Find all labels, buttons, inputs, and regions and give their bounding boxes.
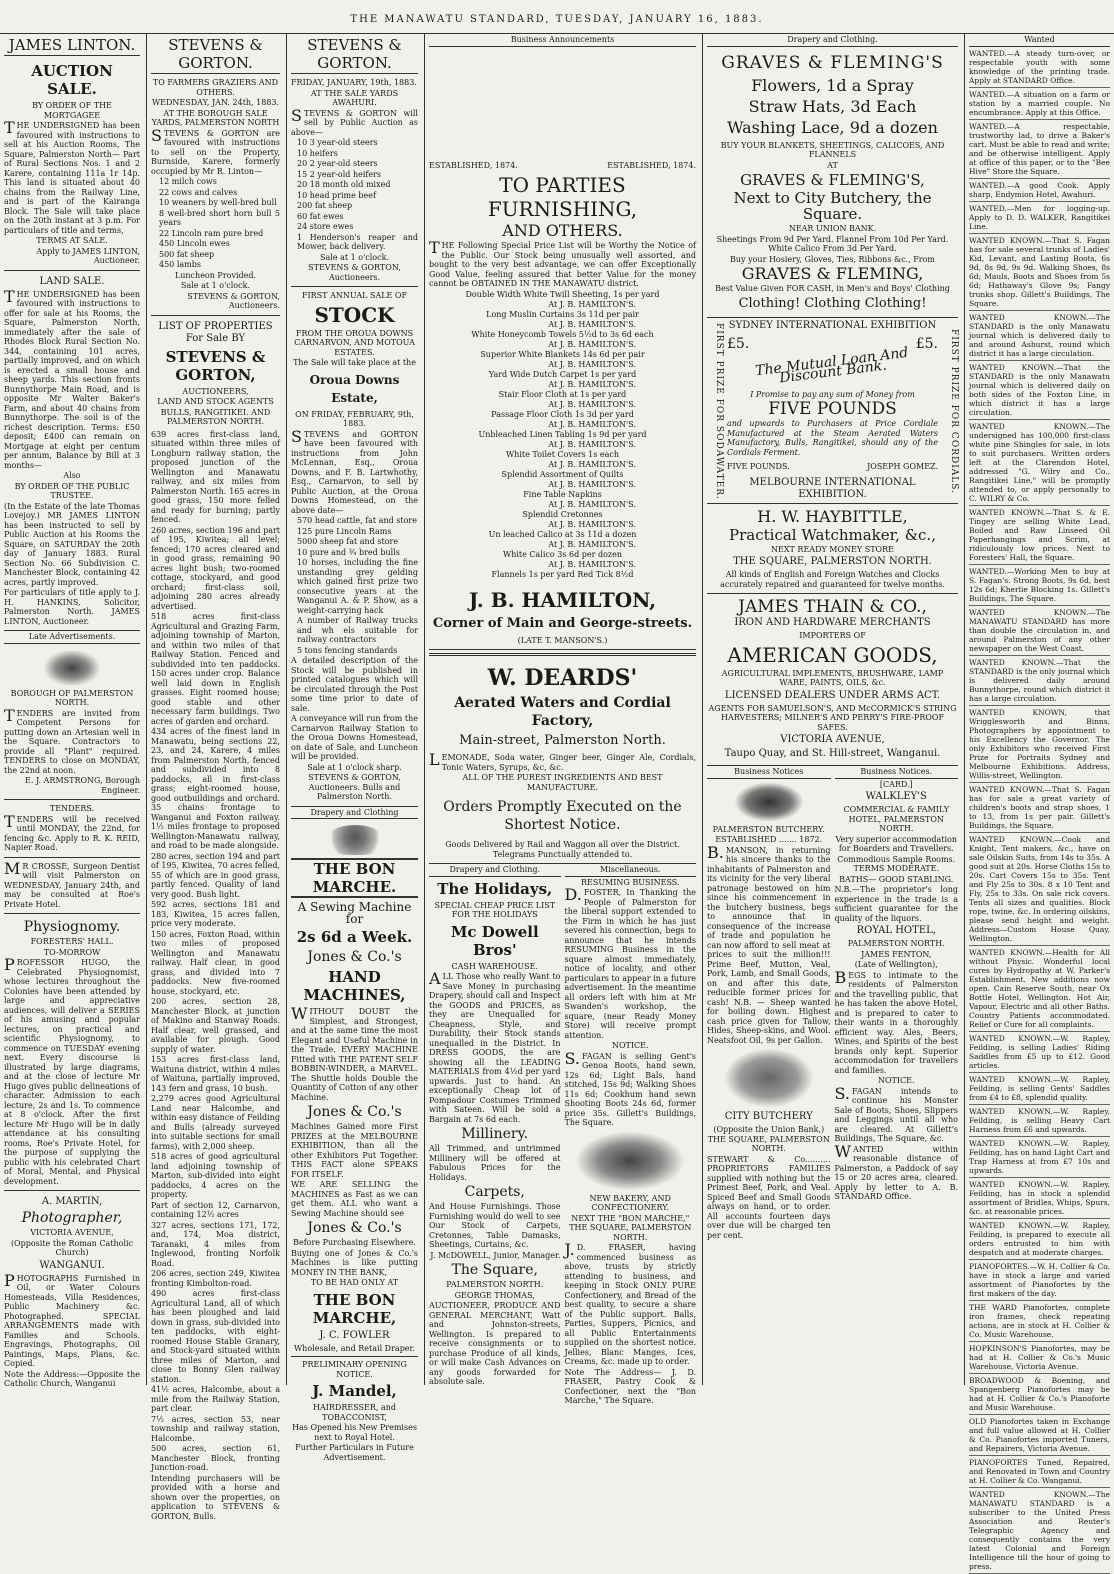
at: AT	[827, 160, 838, 170]
sale-body: STEVENS & GORTON will sell by Public Auction as above—	[291, 105, 418, 137]
next-to: Next to City Butchery, the Square.	[733, 189, 932, 223]
list-item: 570 head cattle, fat and store	[297, 516, 417, 525]
list-item: 10 horses, including the fine unstanding grey gelding which gained first prize two consecutive years at the Wanganui A. & P. Show, as a weight-carrying hack	[297, 558, 418, 615]
graves-title: GRAVES & FLEMING'S	[721, 52, 944, 73]
wanted-item: WANTED KNOWN.—Cook and Knight, Tent makers, &c., have on sale Oilskin Suits, from 14s to 35s. A good suit at 20s. Horse Cloths 15s to 20s. Cart Covers 15s to 35s. Tent and Fly 25s to 30s. 8 x 10 Tent and Fly, 25s to 33s. On sale rick covers. Tents all sizes and qualities. Block rope, twine, &c. In ordering oilskins, please send height and weight. Address—Custom House Quay, Wellington.	[969, 833, 1110, 946]
wanted-item: WANTED.—Working Men to buy at S. Fagan's. Strong Boots, 9s 6d, best 12s 6d; Kherlie Blocking 1s. Gillett's Buildings, The Square.	[969, 565, 1110, 606]
resuming: RESUMING BUSINESS.	[580, 877, 680, 887]
at-yards: AT THE BOROUGH SALE YARDS, PALMERSTON NORTH	[151, 108, 280, 127]
borough-sign: E. J. ARMSTRONG, Borough Engineer.	[25, 776, 140, 795]
wanted-item: WANTED KNOWN, that Wrigglesworth and Binns, Photographers by appointment to his Excellency the Governor. The only Exhibitors who received First Prize for Portraits Sydney and Melbourne Exhibitions. Address, Willis-street, Wellington.	[969, 706, 1110, 783]
jones-title-2: Jones & Co.'s	[307, 1104, 402, 1120]
and-others: AND OTHERS.	[502, 221, 623, 240]
main-street: Main-street, Palmerston North.	[459, 733, 666, 748]
price-line: White Toilet Covers 1s each At J. B. HAMILTON'S.	[505, 449, 636, 469]
drapery-section: Drapery and Clothing	[291, 807, 418, 820]
list-item: 22 cows and calves	[159, 187, 238, 197]
property-item: 206 acres, section 249, Kiwitea fronting Kimbolton-road.	[151, 1269, 280, 1288]
thain: JAMES THAIN & CO.,	[738, 597, 927, 617]
sewing: A Sewing Machine for	[297, 900, 412, 926]
sale-body-2: STEVENS and GORTON have been favoured with instructions from John McLennan, Esq., Oroua Downs, and F. B. Lartwhothy, Esq., Carnarvon, to sell by Public Auction, at the Oroua Downs Homestead, on the above date—	[291, 426, 418, 515]
butchery-body: B.MANSON, in returning his sincere thanks to the inhabitants of Palmerston and its vicinity for the very liberal patronage bestowed on him since his commencement in the butchery business, begs to announce that in consequence of the increase of trade and population he can now afford to sell meat at prices to suit the million!!! Prime Beef, Mutton, Veal, Pork, Lamb, and Small Goods, on and after this date, reducible former prices for cash! N.B. — Sheep wanted for boiling down. Highest cash price given for Tallow, Hides, Sheep-skins, and Wool. Neatsfoot Oil, 9s per Gallon.	[707, 842, 831, 1045]
graves-2: GRAVES & FLEMING'S,	[740, 171, 925, 189]
royal-hotel: ROYAL HOTEL,	[856, 925, 936, 936]
fraser-body: J.D. FRASER, having commenced business as above, trusts by strictly attending to business, and keeping in Stock ONLY PURE Confectionery, and Bread of the best quality, to secure a share of the Public support. Balls, Parties, Suppers, Picnics, and all Public Entertainments supplied on the shortest notice. Jellies, Blanc Manges, Ices, Creams, &c. made up to order.	[564, 1240, 696, 1366]
aerated: Aerated Waters and Cordial Factory,	[454, 695, 671, 729]
buy-blankets: BUY YOUR BLANKETS, SHEETINGS, CALICOES, AND FLANNELS	[720, 140, 945, 159]
price-line: Long Muslin Curtains 3s 11d per pair At J. B. HAMILTON'S.	[486, 309, 639, 329]
mutual-bank: The Mutual Loan And Discount Bank.	[753, 344, 909, 386]
price-line: Un leached Calico at 3s 11d a dozen At J. B. HAMILTON'S.	[488, 529, 637, 549]
business-notices	[707, 766, 958, 1241]
next-ready: NEXT READY MONEY STORE	[771, 544, 894, 554]
column-header: JAMES LINTON.	[4, 34, 140, 56]
taupo-quay: Taupo Quay, and St. Hill-street, Wanganui.	[724, 748, 941, 759]
column-wanted	[964, 34, 1114, 1571]
hand-machines: HAND MACHINES,	[303, 968, 406, 1004]
had-only: TO BE HAD ONLY AT	[310, 1278, 399, 1287]
price-line: Splendid Assortment of Quilts At J. B. HAMILTON'S.	[501, 469, 636, 489]
public-trustee: BY ORDER OF THE PUBLIC TRUSTEE.	[14, 481, 130, 500]
carpets-body: And House Furnishings. Those Furnishing would do well to see Our Stock of Carpets, Cretonnes, Table Damasks, Sheetings, Curtains, &c.	[429, 1202, 561, 1249]
opposite-bank: (Opposite the Union Bank,) THE SQUARE, PALMERSTON NORTH.	[707, 1125, 830, 1153]
wanted-item: WANTED KNOWN.—The undersigned has 100,000 first-class white pine Shingles for sale, in lots to suit purchasers. Written orders left at the Clarendon Hotel, addressed "G. Wilry and Co., Rangitikei Line," will be promptly attended to, or apply personally to C. WILRY & Co.	[969, 420, 1110, 506]
wanted-item: WANTED KNOWN.—The STANDARD is the only Manawatu journal which is delivered daily to and around Ashurst, round which district it has a large circulation.	[969, 311, 1110, 361]
sewing-machine-illustration	[325, 825, 385, 855]
sydney-exhibition: SYDNEY INTERNATIONAL EXHIBITION	[728, 319, 937, 331]
property-item: 150 acres, Foxton Road, within two miles of proposed Wellington and Manawatu railway. Half clear, in good grass, and divided into 7 paddocks. New five-roomed house, stockyard, etc.	[151, 929, 280, 996]
licensed: LICENSED DEALERS UNDER ARMS ACT.	[724, 689, 941, 701]
property-item: 500 acres, section 61, Manchester Block, fronting Junction-road.	[151, 1444, 280, 1472]
wanted-item: THE WARD Pianofortes, complete iron frames, check repeating actions, are in stock at H. Collier & Co. Music Warehouse.	[969, 1301, 1110, 1342]
wanted-item: WANTED.—A steady turn-over, or respectable youth with some knowledge of the printing trade. Apply at STANDARD Office.	[969, 47, 1110, 88]
property-item: 280 acres, section 194 and part of 195, Kiwitea, 70 acres felled, 55 of which are in good grass, partly fenced. Quality of land very good. Bush light.	[151, 851, 280, 899]
agents: AGENTS FOR SAMUELSON'S, AND McCORMICK'S STRING HARVESTERS; MILNER'S AND PERRY'S FIRE-PROOF SAFES.	[708, 703, 957, 732]
list-item: 10 head prime beef	[297, 190, 376, 200]
jones-title: Jones & Co.'s	[307, 949, 402, 965]
fenton: JAMES FENTON,	[861, 949, 932, 959]
property-item: 518 acres of good agricultural land adjoining township of Marton, sub-divided into eight paddocks, 4 acres on the property.	[151, 1152, 280, 1199]
royal-pn: PALMERSTON NORTH.	[847, 939, 945, 948]
land-agents: LAND AND STOCK AGENTS	[157, 397, 274, 406]
fenton-body: BEGS to intimate to the residents of Palmerston and the travelling public, that he has taken the above Hotel, and is prepared to cater to their wants in a thoroughly efficient way. Ales, Beers, Wines, and Spirits of the best brands only kept. Superior accommodation for travellers and families.	[834, 967, 958, 1075]
deards: W. DEARDS'	[487, 665, 638, 691]
before: Before Purchasing Elsewhere.	[293, 1238, 416, 1247]
sign-2: STEVENS & GORTON, Auctioneers. Bulls and Palmerston North.	[308, 773, 401, 801]
at-yards: AT THE SALE YARDS AWAHURI.	[310, 88, 399, 107]
wanted-item: PIANOFORTES Tuned, Repaired, and Renovated in Town and Country at H. Collier & Co. Wanganui.	[969, 1456, 1110, 1488]
victoria-avenue: VICTORIA AVENUE,	[780, 734, 885, 745]
sale-at: Sale at 1 o'clock.	[320, 252, 389, 262]
wanted-item: HOPKINSON'S Pianofortes, may be had at H. Collier & Co.'s Music Warehouse, Victoria Avenue.	[969, 1342, 1110, 1374]
palmerston-north: PALMERSTON NORTH.	[446, 1280, 544, 1289]
haybittle: H. W. HAYBITTLE,	[757, 506, 908, 526]
from-estates: FROM THE OROUA DOWNS CARNARVON, AND MOTOUA ESTATES.	[294, 328, 415, 357]
price-line: Yard Wide Dutch Carpet 1s per yard At J. B. HAMILTON'S.	[488, 369, 637, 389]
wanted-item: WANTED KNOWN.—That S. Fagan has for sale a great variety of children's boots and strap shoes, 1 to 13, from 1s per pair. Gillett's Buildings, the Square.	[969, 783, 1110, 833]
particulars: For particulars of title apply to J. H. HANKINS, Solicitor, Palmerston North. JAMES LINTON, Auctioneer.	[4, 588, 140, 626]
sale-sharp: Sale at 1 o'clock sharp.	[307, 762, 402, 772]
property-item: 639 acres first-class land, situated within three miles of Longburn railway station, the proposed junction of the Wellington and Manawatu railway, and six miles from Palmerston North. 165 acres in good grass, 150 more felled and ready for burning; partly fenced.	[151, 429, 280, 524]
wanted-item: WANTED KNOWN.—Health for All without Physic. Wonderful local cures by Hydropathy at W. Parker's Establishment. New additions now open. Cain Reserve South, near Ox Bottle Hotel, Wellington. Hot Air, Vapour, Electric and all other Baths. Country Patients accommodated. Relief or Cure for all complaints.	[969, 946, 1110, 1032]
physiognomy-body: PROFESSOR HUGO, the Celebrated Physiognomist, whose lectures throughout the Colonies have been attended by large and appreciative audiences, will deliver a SERIES of his amusing and popular lectures, on practical and scientific Physiognomy, to commence on TUESDAY evening next. Every discourse is illustrated by large diagrams, and at the close of lecture Mr Hugo gives public delineations of character. Admission to each lecture, 2s and 1s. To commence at 8 o'clock. After the first lecture Mr Hugo will be in daily attendance at his consulting rooms, Roe's Private Hotel, for the purpose of supplying the public with his celebrated Chart of Moral, Mental, and Physical development.	[4, 955, 140, 1186]
sale-date: FRIDAY, JANUARY, 19th, 1883.	[291, 78, 417, 87]
sale-date: WEDNESDAY, JAN. 24th, 1883.	[151, 98, 280, 107]
list-item: 125 pure Lincoln Rams	[297, 526, 392, 536]
property-item: Part of section 12, Carnarvon, containing 12½ acres	[151, 1200, 280, 1219]
card: [CARD.]	[879, 779, 913, 789]
section-header: Wanted	[969, 34, 1110, 47]
column-header: STEVENS & GORTON.	[151, 34, 280, 74]
hamilton: J. B. HAMILTON,	[468, 587, 657, 612]
watchmaker: Practical Watchmaker, &c.,	[729, 525, 936, 544]
sign: STEVENS & GORTON, Auctioneers.	[187, 291, 280, 310]
carpets: Carpets,	[464, 1184, 525, 1200]
column-stevens-gorton-2	[286, 34, 422, 1462]
new-bakery: NEW BAKERY, AND CONFECTIONERY.	[589, 1193, 671, 1212]
established: ESTABLISHED ....... 1872.	[715, 835, 823, 844]
sign: STEVENS & GORTON, Auctioneers.	[308, 263, 401, 282]
first-prize-cordials: FIRST PRIZE FOR CORDIALS.	[949, 328, 959, 494]
to-farmers: TO FARMERS GRAZIERS AND OTHERS.	[152, 78, 279, 97]
wanted-item: WANTED KNOWN.—That the STANDARD is the only journal which is delivered daily around Bunnythorpe, round which district it has a large circulation.	[969, 656, 1110, 706]
late-wellington: (Late of Wellington),	[854, 960, 938, 969]
apply: Apply to JAMES LINTON, Auctioneer.	[36, 246, 140, 265]
land-sale-body: THE UNDERSIGNED has been favoured with instructions to offer for sale at his Rooms, the Square, Palmerston North, immediately after the sale of Rhodes Block Rural Section No. 344, containing 101 acres, partially improved, and on which is erected a small house and sheep yards. This section fronts Bunnythorpe Main Road, and is opposite Mr Walter Baker's Farm, and about 40 chains from Bunnythorpe. The soil is of the richest description. Terms: £50 deposit; £400 can remain on Mortgage at eight per centum per annum, Balance by Bill at 3 months—	[4, 286, 140, 470]
property-item: 153 acres first-class land, Waituna district, within 4 miles of Waituna, partially improved, 143 fern and grass, 10 bush.	[151, 1055, 280, 1093]
bulls: BULLS, RANGITIKEI. AND PALMERSTON NORTH.	[160, 407, 271, 426]
tenders-body: TENDERS will be received until MONDAY, the 22nd, for fencing &c. Apply to R. K. REID, Napier Road.	[4, 811, 140, 852]
mandel-body: Has Opened his New Premises next to Royal Hotel.	[292, 1423, 417, 1442]
martin-name: A. MARTIN,	[41, 1196, 103, 1207]
list-item: 22 Lincoln ram pure bred	[159, 228, 264, 238]
column-stevens-gorton-1	[146, 34, 284, 1521]
promise: I Promise to pay any sum of Money from	[750, 389, 915, 399]
property-item: 592 acres, sections 181 and 183, Kiwitea, 15 acres fallen, price very moderate.	[151, 900, 280, 928]
wanted-item: WANTED KNOWN.—W. Rapley, Feilding, has on hand Light Cart and Trap Harness at from £7 10s and upwards.	[969, 1137, 1110, 1178]
fagan-body: S.FAGAN is selling Gent's Genoa Boots, hand sewn, 12s 6d; Light Bals, hand stitched, 15s 9d; Walking Shoes 11s 6d; Cookhum hand sewn Shooting Boots 24s 6d, former price 35s. Gillett's Buildings, The Square.	[564, 1048, 696, 1127]
price-line: Fine Table Napkins At J. B. HAMILTON'S.	[523, 489, 636, 509]
masthead: THE MANAWATU STANDARD, TUESDAY, JANUARY 16, 1883.	[0, 0, 1114, 34]
jones-body-2: Machines Gained more First PRIZES at the MELBOURNE EXHIBITION, than all the other Exhibitors Put Together. THIS FACT alone SPEAKS FOR ITSELF.	[291, 1122, 418, 1179]
best-value: Best Value Given FOR CASH, in Men's and Boys' Clothing	[715, 284, 950, 293]
notice: NOTICE.	[877, 1076, 915, 1085]
property-item: 327 acres, sections 171, 172, and, 174, Moa district, Taranaki, 4 miles from Inglewood, fronting Norfolk Road.	[151, 1220, 280, 1268]
flowers: Flowers, 1d a Spray	[751, 75, 914, 95]
goods: Goods Delivered by Rail and Waggon all over the District. Telegrams Punctually attended to.	[445, 840, 680, 859]
list-item: 450 lambs	[159, 260, 201, 269]
agri: AGRICULTURAL IMPLEMENTS, BRUSHWARE, LAMP WARE, PAINTS, OILS, &c.	[721, 668, 944, 687]
land-sale-title: LAND SALE.	[39, 275, 105, 287]
wanted-item: WANTED.—Men for logging-up. Apply to D. D. WALKER, Rangitikei Line.	[969, 202, 1110, 234]
mandel: J. Mandel,	[312, 1382, 397, 1400]
price-line: Double Width White Twill Sheeting, 1s per yard At J. B. HAMILTON'S.	[465, 289, 660, 309]
auction-subtitle: BY ORDER OF THE MORTGAGEE	[32, 101, 112, 120]
auction-body: THE UNDERSIGNED has been favoured with instructions to sell at his Auction Rooms, The Square, Palmerston North— Part of Rural Sections Nos. 1 and 2 Karere, containing 111a 1r 14p. This land is situated about 40 chains from the Railway Line, and is part of the Kairanga Block. The Sale will take place on the 20th instant at 3 p.m. For particulars of title and terms,	[4, 118, 140, 235]
five-pounds-sig: FIVE POUNDS.	[727, 462, 790, 471]
list-item: 20 2 year-old steers	[297, 159, 378, 168]
property-item: 2,279 acres good Agricultural Land near Halcombe, and within easy distance of Feilding and Bulls (already surveyed into suitable sections for small farms), with 2,000 sheep.	[151, 1094, 280, 1151]
millinery-body: All Trimmed, and untrimmed Millinery will be offered at Fabulous Prices for the Holidays.	[429, 1144, 561, 1182]
note-address: Note the Address:—Opposite the Catholic Church, Wanganui	[4, 1369, 140, 1388]
physiognomy-title: Physiognomy.	[23, 919, 121, 935]
wanted-item: WANTED KNOWN.—W. Rapley, Feilding, is selling Gents' Saddles from £4 to £8, splendid quality.	[969, 1073, 1110, 1105]
five-right: £5.	[915, 335, 938, 352]
newspaper-page	[0, 34, 1114, 1571]
misc-sub: Miscellaneous.	[565, 864, 697, 877]
price: 2s 6d a Week.	[296, 928, 413, 946]
wanted-item: BROADWOOD & Boening, and Spangenberg Pianofortes may be had at H. Collier & Co.'s Pianoforte and Music Warehouse.	[969, 1374, 1110, 1415]
mcdowell-body: ALL Those who really Want to Save Money in purchasing Drapery, should call and Inspect the GOODS and PRICES, as they are Unequalled for Cheapness, Style, and Durability, their Stock stands unequalled in the District. In DRESS GOODS, the are showing all the LEADING MATERIALS from 4½d per yard upwards. Just to hand. An exceptionally Cheap lot of Pompadour Costumes Trimmed with Sateen. Will be sold a Bargain at 7s 6d each.	[429, 969, 561, 1124]
foster-body: D.FOSTER, In Thanking the People of Palmerston for the liberal support extended to the Firm in which he has just severed his connection, begs to announce that he intends RESUMING Business in the square almost immediately, notice of locality, and other particulars to appear in a future advertisement. In the meantime all orders left with him at Mr Swanden's workshop, the square, (near Ready Money Store) will receive prompt attention.	[564, 885, 696, 1040]
graves-3: GRAVES & FLEMING,	[741, 264, 924, 283]
also: Also	[63, 471, 81, 480]
first-annual: FIRST ANNUAL SALE OF	[301, 291, 408, 300]
price-line: Superior White Blankets 14s 6d per pair At J. B. HAMILTON'S.	[480, 349, 645, 369]
selling: WE ARE SELLING the MACHINES as Fast as we can get them. ALL who want a Sewing Machine should see	[291, 1180, 418, 1218]
wanganui: WANGANUI.	[39, 1259, 105, 1271]
holidays: The Holidays,	[437, 879, 553, 898]
wanted-item: WANTED.—A respectable, trustworthy lad, to drive a Baker's cart. Must be able to read and write; and be otherwise intelligent. Apply at office of this paper, or to the "Bee Hive" Store the Square.	[969, 120, 1110, 179]
list-item: A number of Railway trucks and wh els suitable for railway contractors	[297, 616, 418, 644]
orders: Orders Promptly Executed on the Shortest Notice.	[443, 799, 682, 833]
hosiery: Buy your Hosiery, Gloves, Ties, Ribbons &c., From	[730, 254, 935, 264]
first-prize-sodawater: FIRST PRIZE FOR SODAWATER.	[714, 322, 724, 500]
wanted-item: WANTED KNOWN.—That S. Fagan has for sale several trunks of Ladies' Kid, Levant, and Lasting Boots, 6s 9d, 8s 9d, 9s 9d. Walking Shoes, 8s 6d; Mauls, Boots and Shoes from 5s 6d; Hathaway's Glove 9s; Fangy trunks shop. Gillett's Buildings, The Square.	[969, 234, 1110, 311]
american: AMERICAN GOODS,	[727, 642, 938, 667]
foresters-hall: FORESTERS' HALL.	[30, 937, 114, 946]
list-item: 15 2 year-old heifers	[297, 169, 382, 179]
stock-title: STOCK	[314, 302, 395, 327]
crosse-body: MR CROSSE, Surgeon Dentist will visit Palmerston on WEDNESDAY, January 24th, and may be consulted at Roe's Private Hotel.	[4, 858, 140, 909]
photographer: Photographer,	[21, 1210, 123, 1226]
section-header: Business Announcements	[429, 34, 696, 47]
property-item: 434 acres of the finest land in Manawatu, being sections 22, 23, and 24, Karere, 4 miles from Palmerston North, fenced and subdivided into 8 paddocks, all in first-class grass; eight-roomed house, good outbuildings and orchard. 35 chains frontage to Wanganui and Foxton railway. 1½ miles frontage to proposed Wellington-Manawatu railway, and road to be made alongside.	[151, 727, 280, 850]
george-thomas: GEORGE THOMAS,	[454, 1290, 535, 1300]
property-item: 260 acres, section 196 and part of 195, Kiwitea; all level; fenced; 170 acres cleared and in good grass, remaining 90 acres light bush; two-roomed cottage, stockyard, and good orchard; first-class soil, adjoining 280 acres already advertised.	[151, 525, 280, 611]
five-pounds: FIVE POUNDS	[768, 399, 897, 419]
list-item: 10 3 year-old steers	[297, 138, 378, 147]
column-drapery	[702, 34, 962, 1385]
list-item: 450 Lincoln ewes	[159, 239, 230, 248]
bull-illustration	[734, 782, 804, 822]
watches: All kinds of English and Foreign Watches and Clocks accurately repaired and guaranteed for twelve months.	[720, 570, 945, 589]
bon-marche-title: THE BON MARCHE.	[291, 858, 418, 898]
column-header: STEVENS & GORTON.	[291, 34, 418, 74]
further: Further Particulars in Future Advertisement.	[295, 1443, 414, 1462]
borough-title: BOROUGH OF PALMERSTON NORTH.	[10, 688, 134, 707]
to-parties: TO PARTIES FURNISHING,	[487, 173, 638, 221]
terms: TERMS AT SALE.	[36, 236, 108, 245]
mcdowell: Mc Dowell Bros'	[450, 922, 539, 959]
wanted-item: WANTED KNOWN.—W. Rapley, Feilding, has in stock a splendid assortment of Bridles, Whips, Spurs, &c. at reasonable prices.	[969, 1178, 1110, 1219]
stock-list	[291, 138, 418, 252]
column-business-announcements	[424, 34, 700, 1405]
joseph-gomez: JOSEPH GOMEZ.	[867, 462, 938, 471]
list-item: 200 fat sheep	[297, 201, 353, 210]
walkley: WALKLEY'S	[865, 791, 927, 802]
detailed: A detailed description of the Stock will be published in printed catalogues which will be circulated through the Post some time prior to date of sale.	[291, 656, 418, 713]
trustee-body: (In the Estate of the late Thomas Lovejoy.) MR JAMES LINTON has been instructed to sell by Public Auction at his Rooms the Square, on SATURDAY the 20th day of January 1883. Rural Section No. 66 Subdivision C. Manchester Block, containing 42 acres, partly improved.	[4, 501, 140, 587]
list-item: 10 weaners by well-bred bull	[159, 198, 277, 207]
george-body: AUCTIONEER, PRODUCE AND GENERAL MERCHANT, Watt and Johnston-streets, Wellington. Is prepared to receive consignments or to purchase Produce of all kinds, or will make Cash Advances on any goods forwarded for absolute sale.	[429, 1301, 561, 1386]
nb: N.B.—The proprietor's long experience in the trade is a sufficient guarantee for the quality of the liquors.	[834, 885, 958, 923]
jones-body: WITHOUT DOUBT the Simplest, and Strongest, and at the same time the most Elegant and Useful Machine in the Trade. EVERY MACHINE Fitted with THE PATENT SELF BOBBIN-WINDER, a MARVEL. The Shuttle holds Double the Quantity of Cotton of any other Machine.	[291, 1004, 418, 1102]
list-item: 8 well-bred short horn bull 5 years	[159, 208, 280, 227]
wanted-item: WANTED.—A situation on a farm or station by a married couple. No encumbrance. Apply at this Office.	[969, 88, 1110, 120]
conveyance: A conveyance will run from the Carnarvon Railway Station to the Oroua Downs Homestead, on date of Sale, and Luncheon will be provided.	[291, 714, 418, 761]
wanted-item: WANTED.—A good Cook. Apply sharp, Endymion Hotel, Awahuri.	[969, 179, 1110, 202]
stock-list	[151, 177, 280, 270]
melbourne-exhibition: MELBOURNE INTERNATIONAL EXHIBITION.	[749, 476, 916, 500]
wanted-item: WANTED KNOWN.—That S. & E. Tingey are selling White Lead, Boiled and Raw Linseed Oil Paperhangings and Scrim, at ridiculously low prices. Next to Foresters' Hall, the Square.	[969, 506, 1110, 565]
wanted-item: WANTED KNOWN.—W. Rapley, Feilding, is selling Heavy Cart Harness from £6 and upwards.	[969, 1105, 1110, 1137]
near-bank: NEAR UNION BANK.	[788, 224, 877, 233]
deards-body: LEMONADE, Soda water, Ginger beer, Ginger Ale, Cordials, Tonic Waters, Syrups, &c, &c.	[429, 750, 696, 772]
price-line: Unbleached Linen Tabling 1s 9d per yard At J. B. HAMILTON'S.	[478, 429, 647, 449]
borough-crest	[44, 650, 100, 686]
on-date: ON FRIDAY, FEBRUARY, 9th, 1883.	[295, 409, 414, 428]
commodious: Commodious Sample Rooms. TERMS MODERATE.	[837, 854, 956, 873]
five-left: £5.	[727, 335, 750, 352]
tomorrow: TO-MORROW	[43, 947, 101, 957]
prelim: PRELIMINARY OPENING NOTICE.	[302, 1360, 407, 1379]
purest: ALL OF THE PUREST INGREDIENTS AND BEST MANUFACTURE.	[462, 773, 663, 792]
jones-title-3: Jones & Co.'s	[307, 1220, 402, 1236]
list-item: 20 18 month old mixed	[297, 180, 391, 189]
iron: IRON AND HARDWARE MERCHANTS	[734, 617, 931, 628]
wanted-item: WANTED KNOWN.—W. Rapley, Feilding, is prepared to execute all orders entrusted to him with despatch and at moderate charges.	[969, 1219, 1110, 1260]
price-line: Stair Floor Cloth at 1s per yard At J. B. HAMILTON'S.	[498, 389, 636, 409]
fagan-notice: S.FAGAN intends to continue his Monster Sale of Boots, Shoes, Slippers and Leggings until all who are cleared. At Gillett's Buildings, The Square, &c.	[834, 1083, 958, 1143]
list-item: 10 heifers	[297, 148, 338, 158]
the-square: The Square,	[451, 1262, 538, 1278]
list-of-properties: LIST OF PROPERTIES For Sale BY	[158, 320, 273, 344]
sale-place: The Sale will take place at the	[293, 358, 416, 367]
straw: Straw Hats, 3d Each	[748, 96, 917, 116]
wanted-item: OLD Pianofortes taken in Exchange and full value allowed at H. Collier & Co. Pianofortes imported Tuners, and Repairers, Victoria Avenue.	[969, 1415, 1110, 1456]
wanted-item: WANTED KNOWN.—The MANAWATU STANDARD is a subscriber to the United Press Association and Reuter's Telegraphic Agency and consequently contains the very latest Colonial and Foreign Intelligence till the hour of going to press.	[969, 1488, 1110, 1574]
property-item: 518 acres first-class Agricultural and Grazing Farm, adjoining township of Marton, and within two miles of that Railway Station. Fenced and subdivided into ten paddocks. 150 acres under crop. Balance well laid down in English grasses. Eight roomed house; good stable and other necessary farm buildings. Two acres of garden and orchard.	[151, 612, 280, 726]
borough-body: TENDERS are invited from Competent Persons for putting down an Artesian well in the Square. Contractors to provide all "Plant" required. TENDERS to close on MONDAY, the 22nd at noon.	[4, 705, 140, 775]
list-item: 1 Henderson's reaper and Mower, back delivery.	[297, 232, 418, 251]
tenders-title: TENDERS.	[49, 804, 95, 813]
property-item: 200 acres, section 28, Manchester Block, at junction of Makino and Stanway Roads. Half clear, well grassed, and available for plough. Good supply of water.	[151, 997, 280, 1054]
sheetings: Sheetings From 9d Per Yard. Flannel From 10d Per Yard. White Calico From 3d Per Yard.	[716, 234, 949, 253]
importers: IMPORTERS OF	[799, 631, 866, 640]
special: SPECIAL CHEAP PRICE LIST FOR THE HOLIDAYS	[434, 900, 556, 919]
list-item: 500 fat sheep	[159, 249, 215, 259]
opposite-church: (Opposite the Roman Catholic Church)	[10, 1238, 134, 1257]
hairdresser: HAIRDRESSER, and TOBACCONIST,	[312, 1403, 397, 1422]
photo-body: PHOTOGRAPHS Furnished in Oil, or Water Colours Homesteads, Villa Residences, Public Machinery &c. Photographed. SPECIAL ARRANGEMENTS made with Families and Schools. Engravings, Photographs, Oil Paintings, Maps, Plans, &c. Copied.	[4, 1270, 140, 1368]
list-item: 60 fat ewes	[297, 211, 344, 221]
sale-body: STEVENS & GORTON are favoured with instructions to sell on the Property, Burnside, Karere, formerly occupied by Mr R. Linton—	[151, 125, 280, 176]
price-line: Flannels 1s per yard Red Tick 8½d	[491, 569, 634, 579]
intending: Intending purchasers will be provided with a horse and shown over the properties, on application to STEVENS & GORTON, Bulls.	[151, 1473, 280, 1521]
wanted-item: PIANOFORTES.—W. H. Collier & Co. have in stock a large and varied assortment of Pianofortes by the first makers of the day.	[969, 1260, 1110, 1301]
established-right: ESTABLISHED, 1874.	[607, 160, 696, 170]
list-item: 5 tons fencing standards	[297, 645, 398, 655]
wanted-paddock: WANTED within reasonable distance of Palmerston, a Paddock of say 15 or 20 acres area, cleared. Apply by letter to A. B. STANDARD Office.	[834, 1141, 958, 1201]
list-item: 12 milch cows	[159, 177, 217, 186]
column-james-linton	[0, 34, 144, 1388]
washing: Washing Lace, 9d a dozen	[727, 117, 938, 137]
cash-warehouse: CASH WAREHOUSE.	[451, 961, 538, 971]
bon-marche-2: THE BON MARCHE,	[312, 1290, 397, 1327]
bn-right: Business Notices.	[835, 766, 959, 779]
price-line: White Calico 3s 6d per dozen At J. B. HAMILTON'S.	[502, 549, 636, 569]
mcdowell-sign: J. McDOWELL, Junior, Manager.	[430, 1250, 561, 1260]
section-header: Drapery and Clothing.	[707, 34, 958, 47]
sale-at: Sale at 1 o'clock.	[181, 281, 250, 290]
next-bon-marche: NEXT THE "BON MARCHE," THE SQUARE, PALMERSTON NORTH.	[569, 1213, 692, 1242]
drapery-sub: Drapery and Clothing.	[429, 864, 561, 877]
oroua-downs: Oroua Downs Estate,	[309, 372, 400, 405]
price-line: White Honeycomb Towels 5½d to 3s 6d each At J. B. HAMILTON'S.	[471, 329, 654, 349]
superior: Very superior accommodation for Boarders and Travellers.	[835, 834, 957, 853]
price-line: Splendid Cretonnes At J. B. HAMILTON'S.	[522, 509, 636, 529]
city-butchery: CITY BUTCHERY	[724, 1111, 813, 1122]
wholesale: Wholesale, and Retail Draper.	[293, 1343, 416, 1353]
list-item: 5000 sheep fat and store	[297, 537, 399, 546]
auction-title: AUCTION SALE.	[31, 62, 113, 98]
late-advertisements: Late Advertisements.	[4, 631, 140, 644]
fowler: J. C. FOWLER	[319, 1329, 390, 1341]
notice: NOTICE.	[611, 1041, 649, 1050]
established-left: ESTABLISHED, 1874.	[429, 160, 518, 170]
clothing: Clothing! Clothing Clothing!	[738, 295, 927, 311]
stewart-body: STEWART & Co.......... PROPRIETORS FAMILIES supplied with nothing but the Primest Beef, Pork, and Veal. Spiced Beef and Small Goods always on hand, or to order. All accounts fourteen days over due will be charged ten per cent.	[707, 1154, 831, 1240]
late: (LATE T. MANSON'S.)	[517, 635, 608, 645]
millinery: Millinery.	[461, 1126, 529, 1142]
upwards: and upwards to Purchasers at Price Cordiale Manufactured at the Steam Aerated Waters Manufactory, Bulls, Rangitikei, should any of the Cordials Ferment.	[727, 419, 938, 457]
baths: BATHS— GOOD STABLING.	[839, 874, 954, 884]
victoria-avenue: VICTORIA AVENUE,	[30, 1228, 114, 1237]
corner: Corner of Main and George-streets.	[432, 615, 693, 631]
sheep-illustration	[724, 1048, 814, 1108]
property-item: 490 acres first-class Agricultural Land, all of which has been ploughed and laid down in grass, sub-divided into ten paddocks, with eight-roomed House Stable Granary, and Stock-yard situated within three miles of Marton, and close to Bonny Glen railway station.	[151, 1289, 280, 1384]
luncheon: Luncheon Provided.	[174, 270, 257, 280]
wanted-item: WANTED KNOWN.—W. Rapley, Feilding, is selling Ladies' Riding Saddles from £5 up to £12. Good articles.	[969, 1032, 1110, 1073]
price-line: Passage Floor Cloth 1s 3d per yard At J. B. HAMILTON'S.	[491, 409, 636, 429]
property-item: 41½ acres, Halcombe, about a mile from the Railway Station, part clear.	[151, 1385, 280, 1413]
auctioneers: AUCTIONEERS,	[182, 386, 249, 396]
commercial: COMMERCIAL & FAMILY HOTEL, PALMERSTON NORTH.	[843, 805, 950, 833]
property-item: 7½ acres, section 53, near township and railway station, Halcombe.	[151, 1414, 280, 1443]
stevens-gorton: STEVENS & GORTON,	[165, 347, 266, 384]
square-pn: THE SQUARE, PALMERSTON NORTH.	[733, 556, 932, 567]
price-list-intro: THE Following Special Price List will be Worthy the Notice of the Public. Our Stock being unusually well assorted, and bought to the very best advantage, we can offer Exceptionally Good Value, feeling assured that better Value for the money cannot be OBTAINED IN THE MANAWATU district.	[429, 238, 696, 288]
wanted-item: WANTED KNOWN.—The MANAWATU STANDARD has more than double the circulation in, and around Palmerston of any other newspaper on the West Coast.	[969, 606, 1110, 656]
bakery-illustration	[575, 1131, 685, 1191]
lower-sections	[429, 864, 696, 1407]
list-item: 10 pure and ¾ bred bulls	[297, 547, 400, 557]
buying: Buying one of Jones & Co.'s Machines is like putting MONEY IN THE BANK,	[291, 1248, 418, 1277]
list-item: 24 store ewes	[297, 222, 354, 231]
palmerston-butchery: PALMERSTON BUTCHERY.	[712, 824, 825, 834]
wanted-item: WANTED KNOWN.—That the STANDARD is the only Manawatu journal which is delivered daily on both sides of the Foxton Line, in which district it has a large circulation.	[969, 361, 1110, 420]
bn-left: Business Notices	[707, 766, 831, 779]
fraser-address: Note The Address— J. D. FRASER, Pastry Cook & Confectioner, next the "Bon Marche," The Square.	[564, 1367, 696, 1405]
